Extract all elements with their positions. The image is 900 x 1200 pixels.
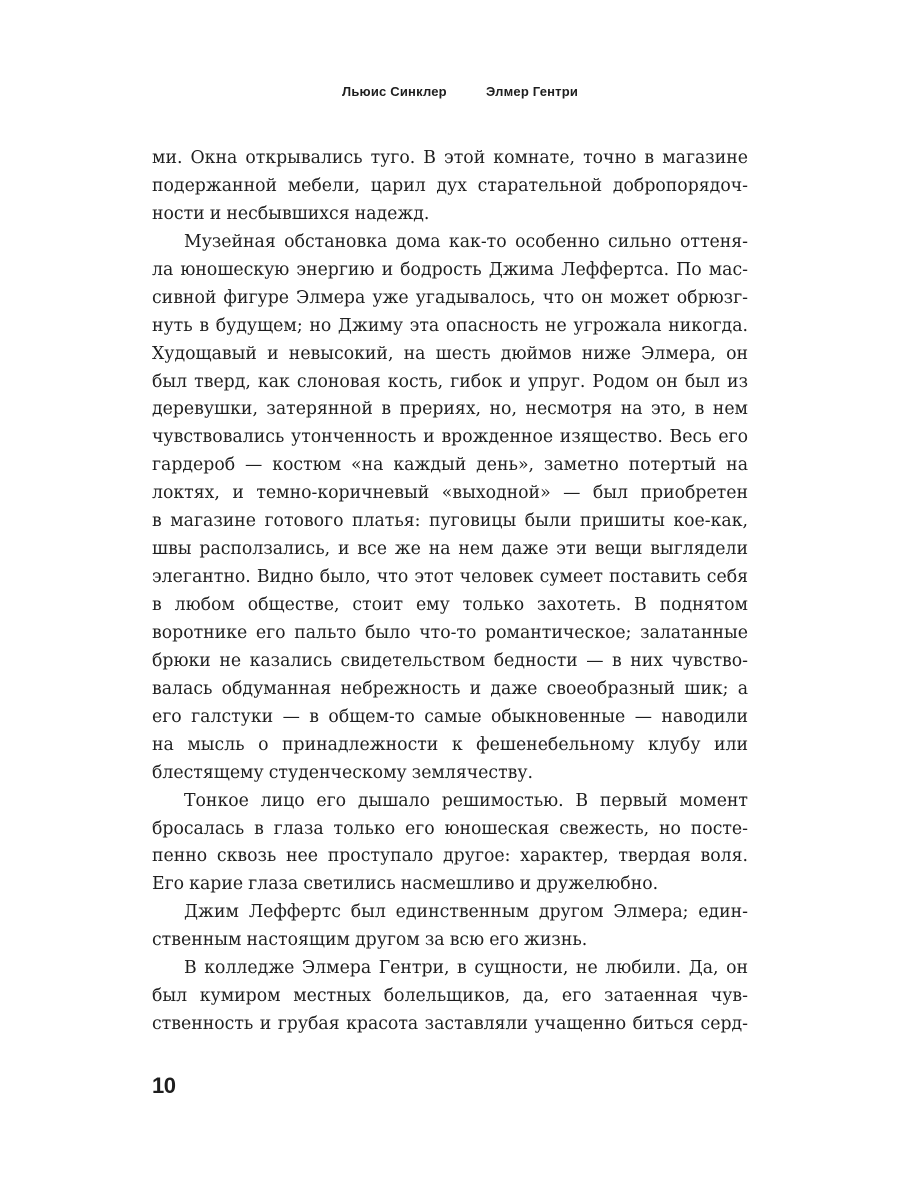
text-line: бросалась в глаза только его юношеская свежесть, но посте-: [152, 818, 748, 839]
text-line: валась обдуманная небрежность и даже своеобразный шик; а: [152, 678, 748, 699]
text-line: деревушки, затерянной в прериях, но, несмотря на это, в нем: [152, 399, 748, 420]
text-line: нуть в будущем; но Джиму эта опасность не угрожала никогда.: [152, 315, 748, 336]
text-line: ла юношескую энергию и бодрость Джима Леффертса. По мас-: [152, 259, 748, 280]
text-line: локтях, и темно-коричневый «выходной» — был приобретен: [152, 483, 748, 504]
text-line: брюки не казались свидетельством бедности — в них чувство-: [152, 650, 748, 671]
text-line: Худощавый и невысокий, на шесть дюймов ниже Элмера, он: [152, 343, 748, 364]
text-line: ственным настоящим другом за всю его жизнь.: [152, 930, 588, 951]
text-line: пенно сквозь нее проступало другое: характер, твердая воля.: [152, 846, 748, 867]
text-line: швы расползались, и все же на нем даже эти вещи выглядели: [152, 539, 748, 560]
text-line: был кумиром местных болельщиков, да, его затаенная чув-: [152, 986, 748, 1007]
running-header: [0, 84, 900, 108]
text-line: подержанной мебели, царил дух старательной добропорядоч-: [152, 175, 748, 196]
text-line: его галстуки — в общем-то самые обыкновенные — наводили: [152, 706, 748, 727]
text-line: в любом обществе, стоит ему только захотеть. В поднятом: [152, 595, 748, 615]
header-book-title: Элмер Гентри: [486, 84, 579, 99]
text-line: блестящему студенческому землячеству.: [152, 762, 534, 783]
text-line: сивной фигуре Элмера уже угадывалось, что он может обрюзг-: [152, 287, 748, 308]
text-line: Тонкое лицо его дышало решимостью. В первый момент: [184, 790, 748, 811]
text-line: Его карие глаза светились насмешливо и дружелюбно.: [152, 874, 659, 895]
text-line: ми. Окна открывались туго. В этой комнате, точно в магазине: [152, 148, 748, 168]
text-line: был тверд, как слоновая кость, гибок и упруг. Родом он был из: [152, 371, 748, 392]
text-line: элегантно. Видно было, что этот человек сумеет поставить себя: [152, 567, 748, 588]
text-line: Джим Леффертс был единственным другом Элмера; един-: [184, 902, 748, 923]
text-line: ности и несбывшихся надежд.: [152, 203, 430, 224]
text-line: ственность и грубая красота заставляли учащенно биться серд-: [152, 1014, 748, 1035]
page-number: 10: [152, 1073, 176, 1098]
text-line: в магазине готового платья: пуговицы были пришиты кое-как,: [152, 511, 748, 532]
text-line: чувствовались утонченность и врожденное изящество. Весь его: [152, 427, 748, 448]
text-line: В колледже Элмера Гентри, в сущности, не любили. Да, он: [184, 958, 748, 979]
text-line: на мысль о принадлежности к фешенебельному клубу или: [152, 734, 748, 755]
text-line: воротнике его пальто было что-то романтическое; залатанные: [152, 622, 748, 643]
text-line: Музейная обстановка дома как-то особенно сильно оттеня-: [184, 231, 748, 252]
body-text: [152, 145, 748, 1039]
header-author: Льюис Синклер: [342, 84, 447, 99]
text-line: гардероб — костюм «на каждый день», заметно потертый на: [152, 455, 748, 476]
